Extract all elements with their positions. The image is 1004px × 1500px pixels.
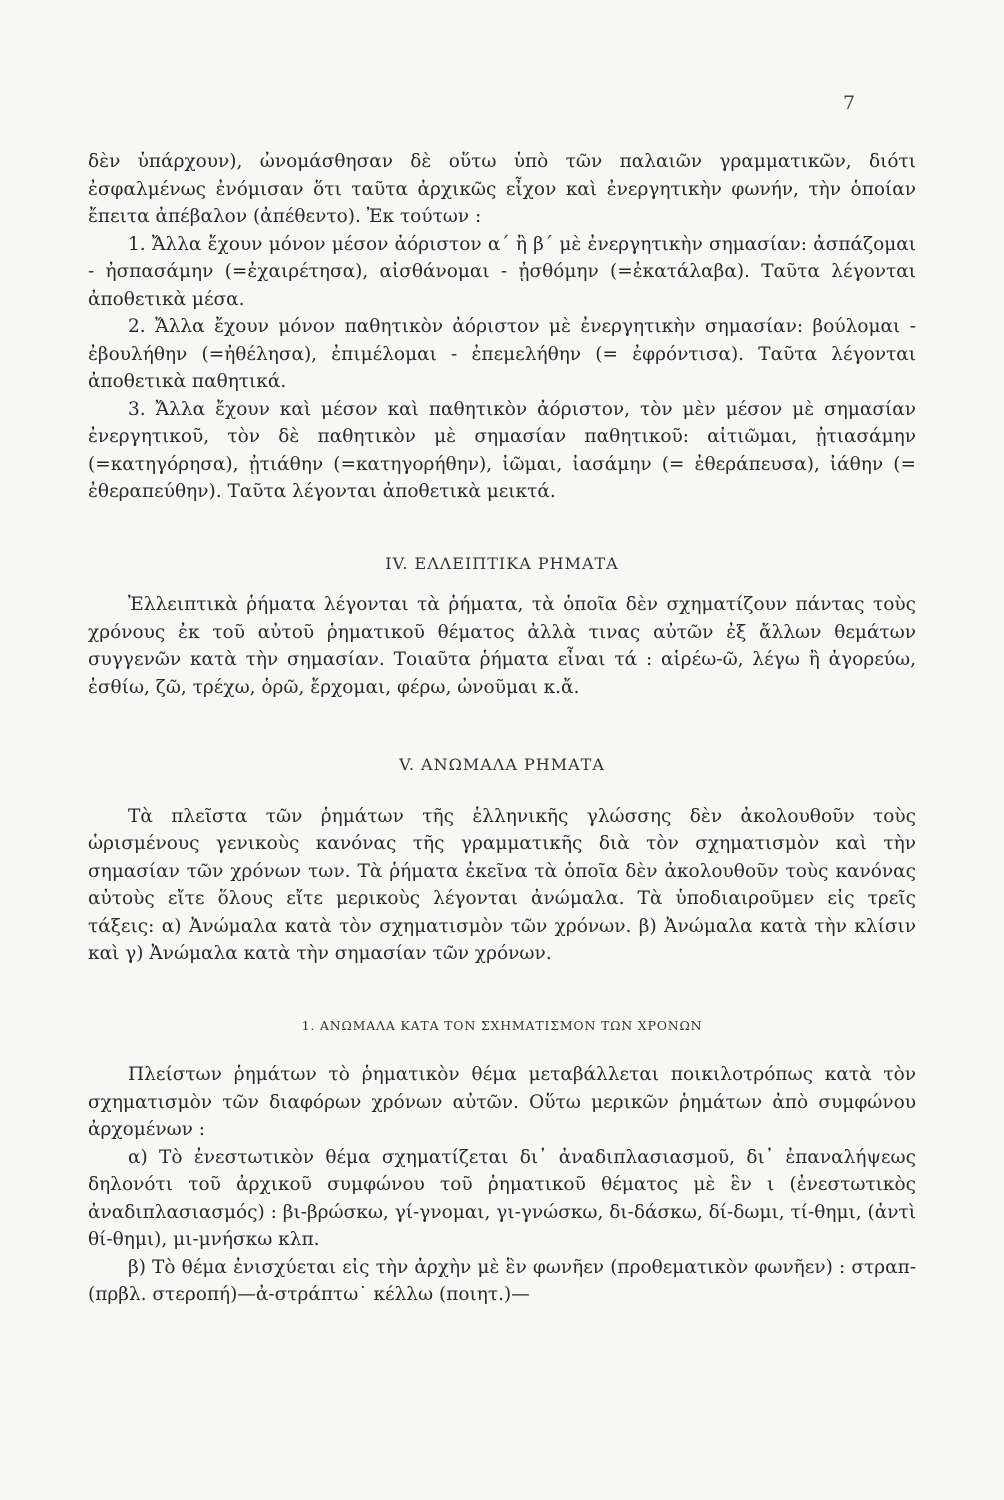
page-body (88, 148, 916, 1309)
section-heading-v: V. ΑΝΩΜΑΛΑ ΡΗΜΑΤΑ (399, 755, 605, 774)
list-item-3: 3. Ἄλλα ἔχουν καὶ μέσον καὶ παθητικὸν ἀόριστον, τὸν μὲν μέσον μὲ σημασίαν ἐνεργητικοῦ, τὸν δὲ παθητικὸν μὲ σημασίαν παθητικοῦ: αἰτιῶμαι, ᾐτιασάμην (=κατηγόρησα), ᾐτιάθην (=κατηγορήθην), ἰῶμαι, ἰασάμην (= ἐθεράπευσα), ἰάθην (= ἐθεραπεύθην). Ταῦτα λέγονται ἀποθετικὰ μεικτά. (88, 398, 916, 502)
list-item-1: 1. Ἄλλα ἔχουν μόνον μέσον ἀόριστον α΄ ἢ β΄ μὲ ἐνεργητικὴν σημασίαν: ἀσπάζομαι - ἠσπασάμην (=ἐχαιρέτησα), αἰσθάνομαι - ᾐσθόμην (=ἐκατάλαβα). Ταῦτα λέγονται ἀποθετικὰ μέσα. (88, 233, 916, 310)
subsection-1-item-a: α) Τὸ ἐνεστωτικὸν θέμα σχηματίζεται δι᾽ ἀναδιπλασιασμοῦ, δι᾽ ἐπαναλήψεως δηλονότι τοῦ ἀρχικοῦ συμφώνου τοῦ ῥηματικοῦ θέματος μὲ ἓν ι (ἐνεστωτικὸς ἀναδιπλασιασμός) : βι-βρώσκω, γί-γνομαι, γι-γνώσκω, δι-δάσκω, δί-δωμι, τί-θημι, (ἀντὶ θί-θημι), μι-μνήσκω κλπ. (88, 1146, 916, 1250)
subsection-1-intro: Πλείστων ῥημάτων τὸ ῥηματικὸν θέμα μεταβάλλεται ποικιλοτρόπως κατὰ τὸν σχηματισμὸν τῶν διαφόρων χρόνων αὐτῶν. Οὕτω μερικῶν ῥημάτων ἀπὸ συμφώνου ἀρχομένων : (88, 1064, 916, 1140)
section-iv-paragraph: Ἐλλειπτικὰ ῥήματα λέγονται τὰ ῥήματα, τὰ ὁποῖα δὲν σχηματίζουν πάντας τοὺς χρόνους ἐκ τοῦ αὐτοῦ ῥηματικοῦ θέματος ἀλλὰ τινας αὐτῶν ἐξ ἄλλων θεμάτων συγγενῶν κατὰ τὴν σημασίαν. Τοιαῦτα ῥήματα εἶναι τά : αἱρέω-ῶ, λέγω ἢ ἀγορεύω, ἐσθίω, ζῶ, τρέχω, ὁρῶ, ἔρχομαι, φέρω, ὠνοῦμαι κ.ἄ. (88, 594, 916, 698)
subsection-1-item-b: β) Τὸ θέμα ἐνισχύεται εἰς τὴν ἀρχὴν μὲ ἓν φωνῆεν (προθεματικὸν φωνῆεν) : στραπ- (πρβλ. στεροπή)—ἀ-στράπτω˙ κέλλω (ποιητ.)— (88, 1256, 916, 1305)
section-heading-iv: IV. ΕΛΛΕΙΠΤΙΚΑ ΡΗΜΑΤΑ (385, 553, 619, 573)
section-v-paragraph: Τὰ πλεῖστα τῶν ῥημάτων τῆς ἑλληνικῆς γλώσσης δὲν ἀκολουθοῦν τοὺς ὡρισμένους γενικοὺς κανόνας τῆς γραμματικῆς διὰ τὸν σχηματισμὸν καὶ τὴν σημασίαν τῶν χρόνων των. Τὰ ῥήματα ἐκεῖνα τὰ ὁποῖα δὲν ἀκολουθοῦν τοὺς κανόνας αὐτοὺς εἴτε ὅλους εἴτε μερικοὺς λέγονται ἀνώμαλα. Τὰ ὑποδιαιροῦμεν εἰς τρεῖς τάξεις: α) Ἀνώμαλα κατὰ τὸν σχηματισμὸν τῶν χρόνων. β) Ἀνώμαλα κατὰ τὴν κλίσιν καὶ γ) Ἀνώμαλα κατὰ τὴν σημασίαν τῶν χρόνων. (88, 805, 916, 964)
page-number: 7 (843, 92, 856, 114)
list-item-2: 2. Ἄλλα ἔχουν μόνον παθητικὸν ἀόριστον μὲ ἐνεργητικὴν σημασίαν: βούλομαι - ἐβουλήθην (=ἠθέλησα), ἐπιμέλομαι - ἐπεμελήθην (= ἐφρόντισα). Ταῦτα λέγονται ἀποθετικὰ παθητικά. (88, 316, 916, 392)
paragraph-intro: δὲν ὑπάρχουν), ὠνομάσθησαν δὲ οὕτω ὑπὸ τῶν παλαιῶν γραμματικῶν, διότι ἐσφαλμένως ἐνόμισαν ὅτι ταῦτα ἀρχικῶς εἶχον καὶ ἐνεργητικὴν φωνήν, τὴν ὁποίαν ἔπειτα ἀπέβαλον (ἀπέθεντο). Ἐκ τούτων : (88, 151, 916, 227)
subsection-heading-1: 1. ΑΝΩΜΑΛΑ ΚΑΤΑ ΤΟΝ ΣΧΗΜΑΤΙΣΜΟΝ ΤΩΝ ΧΡΟΝΩΝ (301, 1017, 703, 1033)
